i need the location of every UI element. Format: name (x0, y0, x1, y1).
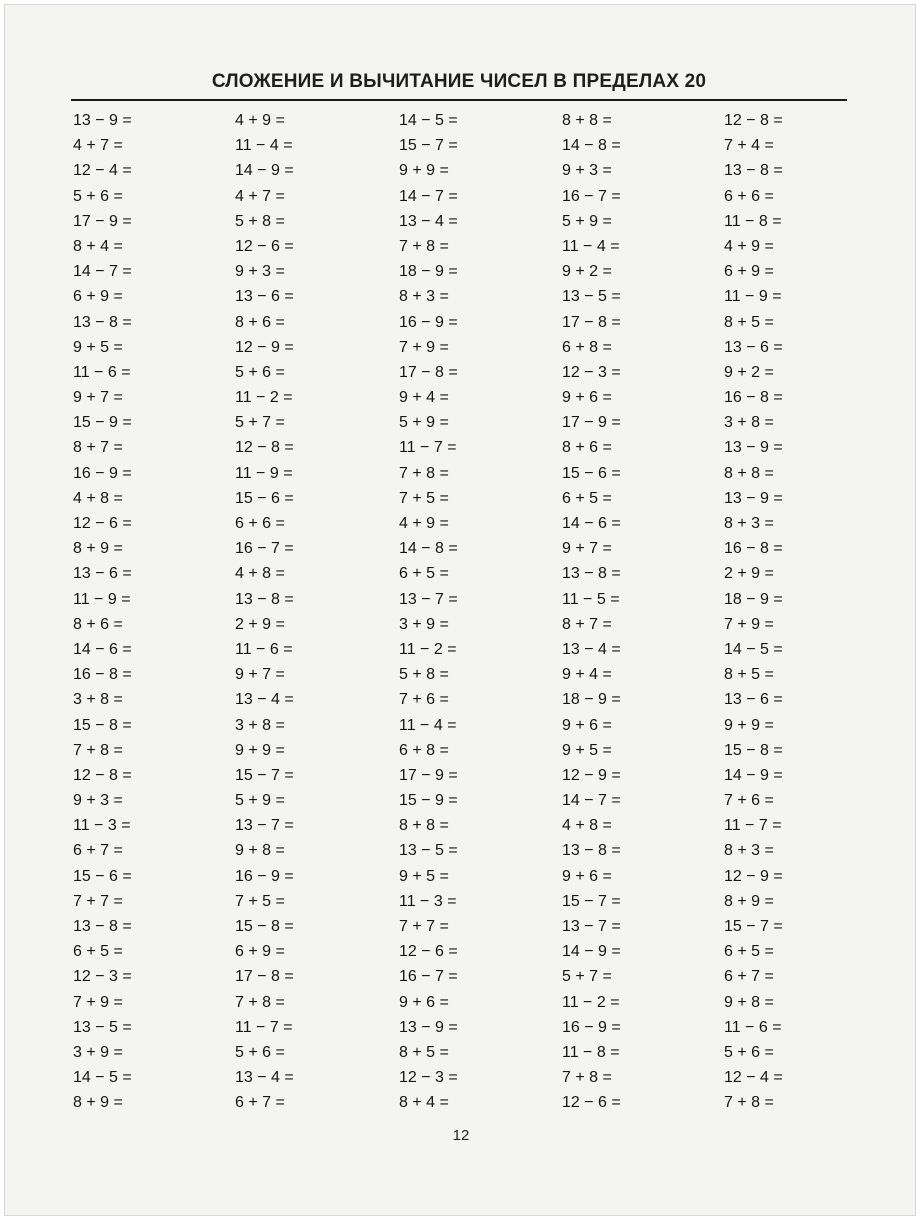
exercise-item: 14 − 8 = (399, 540, 458, 558)
exercise-item: 14 − 6 = (562, 515, 621, 532)
exercise-grid (5, 108, 916, 1112)
exercise-item: 12 − 4 = (73, 162, 132, 180)
exercise-item: 13 − 9 = (399, 1018, 458, 1036)
exercise-item: 3 + 9 = (399, 615, 449, 633)
exercise-item: 5 + 6 = (235, 363, 285, 381)
exercise-item: 7 + 8 = (235, 993, 285, 1011)
exercise-item: 11 − 7 = (724, 817, 782, 835)
exercise-item: 13 − 8 = (73, 313, 132, 331)
exercise-item: 9 + 9 = (235, 741, 285, 759)
exercise-item: 5 + 6 = (724, 1043, 774, 1061)
exercise-item: 13 − 7 = (399, 590, 458, 608)
exercise-item: 9 + 5 = (562, 741, 612, 759)
exercise-item: 6 + 7 = (235, 1094, 285, 1112)
exercise-item: 13 − 8 = (73, 918, 132, 935)
exercise-item: 7 + 6 = (399, 691, 449, 709)
exercise-item: 15 − 9 = (73, 414, 132, 432)
exercise-item: 16 − 7 = (235, 540, 294, 558)
exercise-item: 13 − 4 = (562, 640, 621, 658)
exercise-item: 4 + 7 = (73, 137, 123, 155)
exercise-item: 9 + 2 = (562, 263, 612, 281)
exercise-item: 12 − 9 = (724, 867, 783, 885)
exercise-item: 14 − 7 = (562, 792, 621, 810)
exercise-item: 11 − 4 = (562, 237, 620, 255)
exercise-item: 12 − 8 = (724, 112, 783, 129)
exercise-item: 14 − 5 = (399, 112, 458, 129)
exercise-item: 11 − 4 = (235, 137, 293, 155)
exercise-item: 14 − 9 = (562, 943, 621, 961)
exercise-item: 17 − 8 = (562, 313, 621, 331)
exercise-item: 7 + 7 = (73, 892, 123, 910)
exercise-item: 7 + 5 = (235, 892, 285, 910)
exercise-item: 16 − 7 = (399, 968, 458, 986)
exercise-item: 8 + 8 = (724, 464, 774, 482)
exercise-item: 16 − 9 = (73, 464, 132, 482)
exercise-item: 7 + 5 = (399, 489, 449, 507)
exercise-item: 7 + 9 = (399, 338, 449, 356)
exercise-item: 6 + 7 = (724, 968, 774, 986)
exercise-item: 17 − 9 = (562, 414, 621, 432)
exercise-item: 7 + 8 = (724, 1094, 774, 1112)
exercise-item: 11 − 6 = (235, 640, 293, 658)
exercise-item: 11 − 3 = (73, 817, 131, 835)
exercise-item: 14 − 7 = (399, 187, 458, 205)
exercise-item: 14 − 8 = (562, 137, 621, 155)
exercise-item: 13 − 6 = (724, 691, 783, 709)
exercise-item: 15 − 9 = (399, 792, 458, 810)
exercise-item: 3 + 8 = (235, 716, 285, 734)
exercise-item: 9 + 3 = (562, 162, 612, 180)
exercise-item: 8 + 3 = (399, 288, 449, 306)
exercise-item: 2 + 9 = (235, 615, 285, 633)
exercise-item: 12 − 6 = (562, 1094, 621, 1112)
exercise-item: 4 + 8 = (235, 565, 285, 583)
exercise-column-4 (562, 108, 712, 1116)
exercise-item: 7 + 8 = (562, 1069, 612, 1087)
exercise-item: 11 − 9 = (73, 590, 131, 608)
exercise-item: 9 + 6 = (399, 993, 449, 1011)
exercise-item: 6 + 9 = (73, 288, 123, 306)
exercise-item: 15 − 7 = (562, 892, 621, 910)
exercise-item: 8 + 5 = (399, 1043, 449, 1061)
exercise-item: 12 − 6 = (235, 237, 294, 255)
exercise-item: 12 − 8 = (73, 766, 132, 784)
exercise-item: 8 + 6 = (562, 439, 612, 457)
exercise-item: 12 − 6 = (399, 943, 458, 961)
exercise-item: 15 − 8 = (235, 918, 294, 935)
exercise-item: 6 + 5 = (399, 565, 449, 583)
exercise-item: 11 − 2 = (399, 640, 457, 658)
title-rule (71, 71, 847, 101)
exercise-item: 14 − 5 = (724, 640, 783, 658)
exercise-item: 5 + 9 = (399, 414, 449, 432)
exercise-item: 3 + 9 = (73, 1043, 123, 1061)
exercise-item: 8 + 5 = (724, 666, 774, 684)
exercise-item: 12 − 4 = (724, 1069, 783, 1087)
exercise-item: 13 − 5 = (562, 288, 621, 306)
exercise-item: 17 − 9 = (73, 212, 132, 230)
exercise-item: 13 − 6 = (724, 338, 783, 356)
exercise-item: 6 + 8 = (562, 338, 612, 356)
exercise-item: 7 + 7 = (399, 918, 449, 935)
exercise-item: 11 − 2 = (235, 389, 293, 407)
exercise-item: 12 − 9 = (562, 766, 621, 784)
exercise-item: 8 + 9 = (73, 540, 123, 558)
exercise-item: 8 + 9 = (724, 892, 774, 910)
exercise-item: 8 + 9 = (73, 1094, 123, 1112)
exercise-item: 3 + 8 = (73, 691, 123, 709)
exercise-item: 9 + 7 = (562, 540, 612, 558)
exercise-item: 9 + 5 = (399, 867, 449, 885)
exercise-item: 6 + 9 = (724, 263, 774, 281)
exercise-item: 9 + 2 = (724, 363, 774, 381)
exercise-item: 11 − 8 = (562, 1043, 620, 1061)
exercise-item: 15 − 6 = (73, 867, 132, 885)
exercise-item: 16 − 9 = (399, 313, 458, 331)
exercise-item: 15 − 7 = (235, 766, 294, 784)
exercise-item: 11 − 2 = (562, 993, 620, 1011)
exercise-item: 5 + 7 = (562, 968, 612, 986)
exercise-item: 8 + 5 = (724, 313, 774, 331)
exercise-item: 5 + 9 = (562, 212, 612, 230)
exercise-item: 18 − 9 = (562, 691, 621, 709)
page-title: СЛОЖЕНИЕ И ВЫЧИТАНИЕ ЧИСЕЛ В ПРЕДЕЛАХ 20 (211, 71, 707, 92)
exercise-item: 8 + 6 = (235, 313, 285, 331)
exercise-item: 5 + 8 = (235, 212, 285, 230)
exercise-item: 9 + 5 = (73, 338, 123, 356)
exercise-item: 6 + 5 = (562, 489, 612, 507)
exercise-item: 9 + 6 = (562, 867, 612, 885)
exercise-item: 15 − 6 = (562, 464, 621, 482)
exercise-item: 12 − 3 = (73, 968, 132, 986)
exercise-item: 18 − 9 = (724, 590, 783, 608)
exercise-item: 15 − 8 = (73, 716, 132, 734)
exercise-item: 7 + 6 = (724, 792, 774, 810)
exercise-item: 11 − 8 = (724, 212, 782, 230)
exercise-item: 13 − 4 = (399, 212, 458, 230)
exercise-item: 7 + 8 = (399, 237, 449, 255)
exercise-item: 4 + 9 = (235, 112, 285, 129)
exercise-item: 4 + 9 = (399, 515, 449, 532)
exercise-item: 4 + 9 = (724, 237, 774, 255)
exercise-item: 18 − 9 = (399, 263, 458, 281)
exercise-item: 9 + 8 = (724, 993, 774, 1011)
exercise-item: 16 − 9 = (562, 1018, 621, 1036)
exercise-item: 16 − 8 = (73, 666, 132, 684)
exercise-item: 7 + 9 = (73, 993, 123, 1011)
exercise-item: 15 − 7 = (724, 918, 783, 935)
exercise-item: 16 − 8 = (724, 389, 783, 407)
exercise-item: 11 − 3 = (399, 892, 457, 910)
exercise-item: 9 + 3 = (235, 263, 285, 281)
exercise-item: 6 + 5 = (73, 943, 123, 961)
exercise-item: 11 − 9 = (235, 464, 293, 482)
exercise-item: 11 − 4 = (399, 716, 457, 734)
exercise-column-2 (235, 108, 385, 1116)
exercise-item: 8 + 3 = (724, 842, 774, 860)
exercise-item: 13 − 9 = (724, 439, 783, 457)
exercise-item: 6 + 9 = (235, 943, 285, 961)
exercise-item: 14 − 6 = (73, 640, 132, 658)
exercise-item: 11 − 7 = (399, 439, 457, 457)
exercise-item: 7 + 8 = (73, 741, 123, 759)
exercise-item: 7 + 9 = (724, 615, 774, 633)
exercise-item: 12 − 8 = (235, 439, 294, 457)
exercise-item: 8 + 8 = (399, 817, 449, 835)
exercise-item: 9 + 6 = (562, 389, 612, 407)
exercise-item: 5 + 7 = (235, 414, 285, 432)
exercise-item: 16 − 9 = (235, 867, 294, 885)
exercise-item: 6 + 6 = (724, 187, 774, 205)
exercise-item: 11 − 7 = (235, 1018, 293, 1036)
exercise-item: 3 + 8 = (724, 414, 774, 432)
exercise-item: 8 + 4 = (399, 1094, 449, 1112)
exercise-item: 15 − 6 = (235, 489, 294, 507)
exercise-item: 14 − 9 = (724, 766, 783, 784)
exercise-item: 8 + 7 = (73, 439, 123, 457)
exercise-item: 9 + 7 = (73, 389, 123, 407)
exercise-item: 12 − 9 = (235, 338, 294, 356)
exercise-item: 7 + 8 = (399, 464, 449, 482)
exercise-item: 9 + 4 = (399, 389, 449, 407)
exercise-item: 9 + 9 = (724, 716, 774, 734)
exercise-item: 13 − 9 = (724, 489, 783, 507)
exercise-item: 4 + 8 = (562, 817, 612, 835)
exercise-item: 12 − 3 = (399, 1069, 458, 1087)
exercise-item: 11 − 9 = (724, 288, 782, 306)
exercise-item: 8 + 8 = (562, 112, 612, 129)
exercise-item: 13 − 6 = (235, 288, 294, 306)
exercise-item: 5 + 6 = (235, 1043, 285, 1061)
exercise-item: 9 + 8 = (235, 842, 285, 860)
exercise-item: 9 + 7 = (235, 666, 285, 684)
exercise-item: 7 + 4 = (724, 137, 774, 155)
exercise-item: 13 − 5 = (399, 842, 458, 860)
exercise-item: 6 + 8 = (399, 741, 449, 759)
exercise-item: 4 + 8 = (73, 489, 123, 507)
exercise-item: 4 + 7 = (235, 187, 285, 205)
exercise-item: 11 − 6 = (724, 1018, 782, 1036)
exercise-item: 14 − 9 = (235, 162, 294, 180)
exercise-item: 13 − 9 = (73, 112, 132, 129)
exercise-item: 15 − 7 = (399, 137, 458, 155)
exercise-item: 14 − 7 = (73, 263, 132, 281)
exercise-item: 13 − 8 = (562, 565, 621, 583)
exercise-item: 15 − 8 = (724, 741, 783, 759)
exercise-item: 8 + 7 = (562, 615, 612, 633)
exercise-item: 6 + 6 = (235, 515, 285, 532)
exercise-item: 17 − 8 = (399, 363, 458, 381)
exercise-item: 2 + 9 = (724, 565, 774, 583)
exercise-item: 5 + 8 = (399, 666, 449, 684)
exercise-item: 13 − 4 = (235, 1069, 294, 1087)
exercise-item: 8 + 6 = (73, 615, 123, 633)
exercise-item: 5 + 6 = (73, 187, 123, 205)
exercise-column-1 (73, 108, 223, 1116)
exercise-item: 9 + 6 = (562, 716, 612, 734)
exercise-column-3 (399, 108, 549, 1116)
exercise-item: 17 − 9 = (399, 766, 458, 784)
exercise-item: 8 + 4 = (73, 237, 123, 255)
exercise-item: 8 + 3 = (724, 515, 774, 532)
exercise-item: 13 − 8 = (235, 590, 294, 608)
exercise-item: 13 − 5 = (73, 1018, 132, 1036)
exercise-column-5 (724, 108, 874, 1116)
exercise-item: 6 + 7 = (73, 842, 123, 860)
exercise-item: 13 − 7 = (562, 918, 621, 935)
exercise-item: 5 + 9 = (235, 792, 285, 810)
exercise-item: 9 + 3 = (73, 792, 123, 810)
exercise-item: 13 − 8 = (724, 162, 783, 180)
exercise-item: 11 − 5 = (562, 590, 620, 608)
exercise-item: 16 − 8 = (724, 540, 783, 558)
exercise-item: 6 + 5 = (724, 943, 774, 961)
exercise-item: 11 − 6 = (73, 363, 131, 381)
exercise-item: 13 − 6 = (73, 565, 132, 583)
exercise-item: 9 + 9 = (399, 162, 449, 180)
exercise-item: 12 − 3 = (562, 363, 621, 381)
exercise-item: 13 − 8 = (562, 842, 621, 860)
exercise-item: 17 − 8 = (235, 968, 294, 986)
workbook-page (4, 4, 916, 1216)
exercise-item: 9 + 4 = (562, 666, 612, 684)
exercise-item: 13 − 4 = (235, 691, 294, 709)
exercise-item: 12 − 6 = (73, 515, 132, 532)
exercise-item: 13 − 7 = (235, 817, 294, 835)
page-number: 12 (452, 1127, 470, 1144)
exercise-item: 16 − 7 = (562, 187, 621, 205)
exercise-item: 14 − 5 = (73, 1069, 132, 1087)
